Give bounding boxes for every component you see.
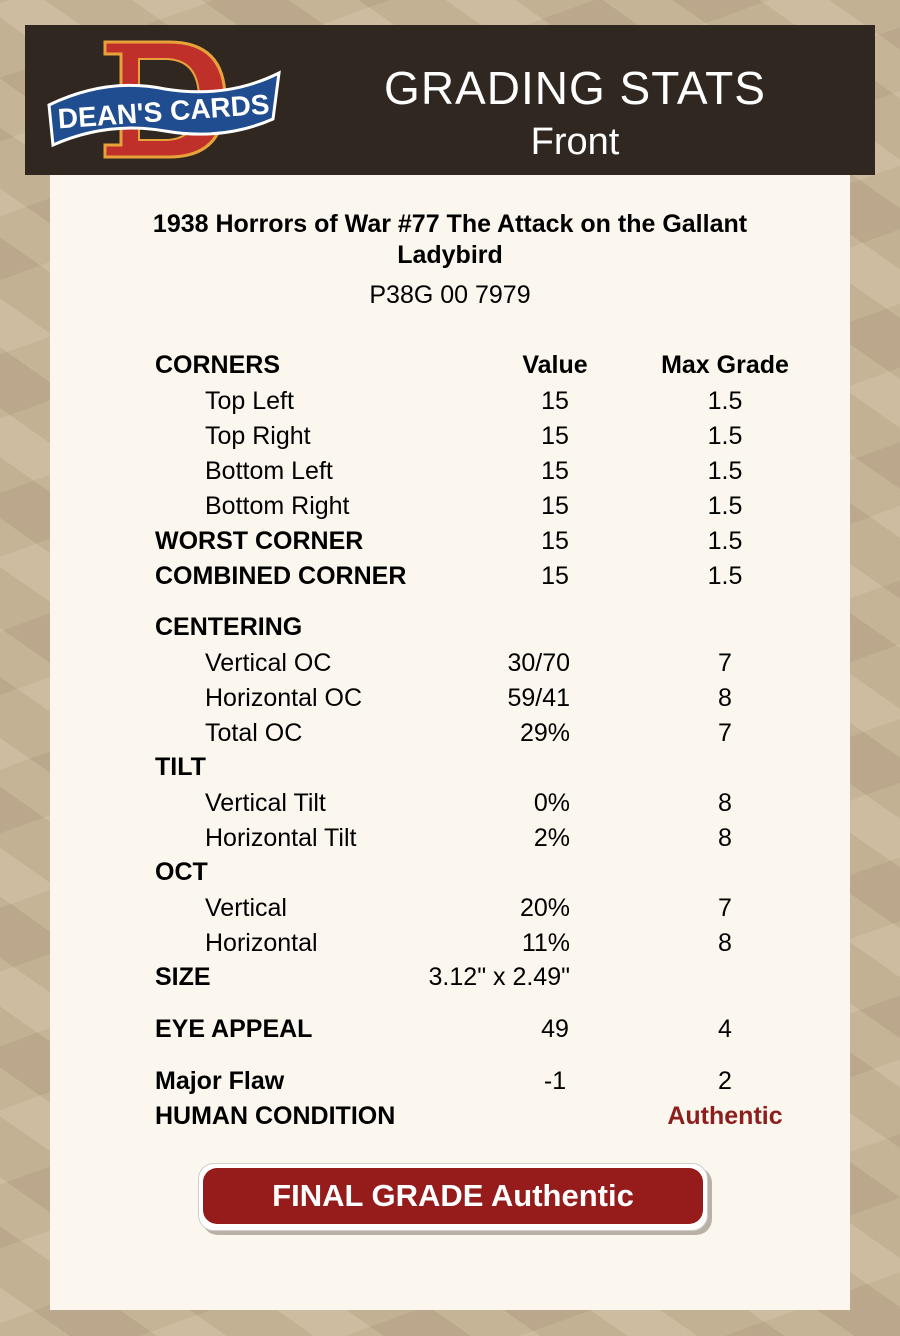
row-label: Horizontal Tilt [205, 824, 357, 852]
row-max-grade: 1.5 [707, 422, 743, 450]
corner-top-left-row [50, 387, 850, 421]
row-value: 15 [541, 457, 569, 485]
row-max-grade: 2 [718, 1067, 732, 1095]
centering-label: CENTERING [155, 613, 303, 641]
final-grade-badge [198, 1163, 708, 1231]
row-value: 29% [519, 719, 570, 747]
row-max-grade: 4 [718, 1015, 732, 1043]
human-condition-row [50, 1102, 850, 1136]
row-max-grade: 8 [718, 789, 732, 817]
row-value: 15 [541, 387, 569, 415]
row-label: Bottom Left [205, 457, 333, 485]
oct-header-row [50, 858, 850, 892]
size-row [50, 963, 850, 997]
final-grade-label: FINAL GRADE Authentic [203, 1168, 703, 1224]
row-value: 2% [533, 824, 570, 852]
row-max-grade: 7 [718, 649, 732, 677]
total-oc-row [50, 719, 850, 753]
oct-vertical-row [50, 894, 850, 928]
row-max-grade: 8 [718, 929, 732, 957]
row-max-grade: 7 [718, 719, 732, 747]
row-max-grade: 8 [718, 824, 732, 852]
centering-header-row [50, 613, 850, 647]
row-value: 59/41 [507, 684, 570, 712]
card-title: 1938 Horrors of War #77 The Attack on the Gallant Ladybird [152, 210, 748, 269]
corner-bottom-right-row [50, 492, 850, 526]
row-value: 15 [541, 527, 569, 555]
value-column-header: Value [522, 351, 588, 379]
horizontal-oc-row [50, 684, 850, 718]
oct-label: OCT [155, 858, 208, 886]
row-label: HUMAN CONDITION [155, 1102, 396, 1130]
row-value: 15 [541, 492, 569, 520]
page-title: GRADING STATS [384, 62, 766, 114]
header-bar [25, 25, 875, 175]
deans-cards-logo [47, 37, 282, 162]
row-max-grade: 1.5 [707, 527, 743, 555]
row-label: Top Right [205, 422, 311, 450]
row-label: Major Flaw [155, 1067, 285, 1095]
row-max-grade: 8 [718, 684, 732, 712]
row-value: 15 [541, 422, 569, 450]
vertical-tilt-row [50, 789, 850, 823]
row-value: 15 [541, 562, 569, 590]
row-label: COMBINED CORNER [155, 562, 407, 590]
row-label: EYE APPEAL [155, 1015, 313, 1043]
major-flaw-row [50, 1067, 850, 1101]
corner-bottom-left-row [50, 457, 850, 491]
corners-header-row [50, 351, 850, 385]
row-max-grade: 7 [718, 894, 732, 922]
corner-top-right-row [50, 422, 850, 456]
row-value: 11% [521, 929, 570, 957]
row-max-grade: 1.5 [707, 562, 743, 590]
max-grade-column-header: Max Grade [661, 351, 789, 379]
row-max-grade: 1.5 [707, 457, 743, 485]
row-label: Total OC [205, 719, 303, 747]
row-value: 30/70 [507, 649, 570, 677]
authentic-status: Authentic [667, 1102, 783, 1130]
vertical-oc-row [50, 649, 850, 683]
row-label: Horizontal OC [205, 684, 362, 712]
cert-number: P38G 00 7979 [369, 281, 531, 309]
row-label: SIZE [155, 963, 211, 991]
row-label: Vertical OC [205, 649, 332, 677]
row-label: Bottom Right [205, 492, 350, 520]
size-value: 3.12" x 2.49" [428, 963, 570, 991]
row-value: 20% [519, 894, 570, 922]
page-subtitle: Front [530, 121, 620, 163]
eye-appeal-row [50, 1015, 850, 1049]
horizontal-tilt-row [50, 824, 850, 858]
row-max-grade: 1.5 [707, 387, 743, 415]
corners-label: CORNERS [155, 351, 281, 379]
worst-corner-row [50, 527, 850, 561]
tilt-header-row [50, 753, 850, 787]
row-max-grade: 1.5 [707, 492, 743, 520]
row-label: Vertical [205, 894, 287, 922]
row-label: WORST CORNER [155, 527, 364, 555]
row-label: Top Left [205, 387, 294, 415]
row-label: Horizontal [205, 929, 318, 957]
row-label: Vertical Tilt [205, 789, 326, 817]
oct-horizontal-row [50, 929, 850, 963]
row-value: 49 [541, 1015, 569, 1043]
logo-text: DEAN'S CARDS [56, 88, 271, 135]
combined-corner-row [50, 562, 850, 596]
tilt-label: TILT [155, 753, 206, 781]
row-value: -1 [543, 1067, 567, 1095]
grading-panel [50, 175, 850, 1310]
row-value: 0% [533, 789, 570, 817]
